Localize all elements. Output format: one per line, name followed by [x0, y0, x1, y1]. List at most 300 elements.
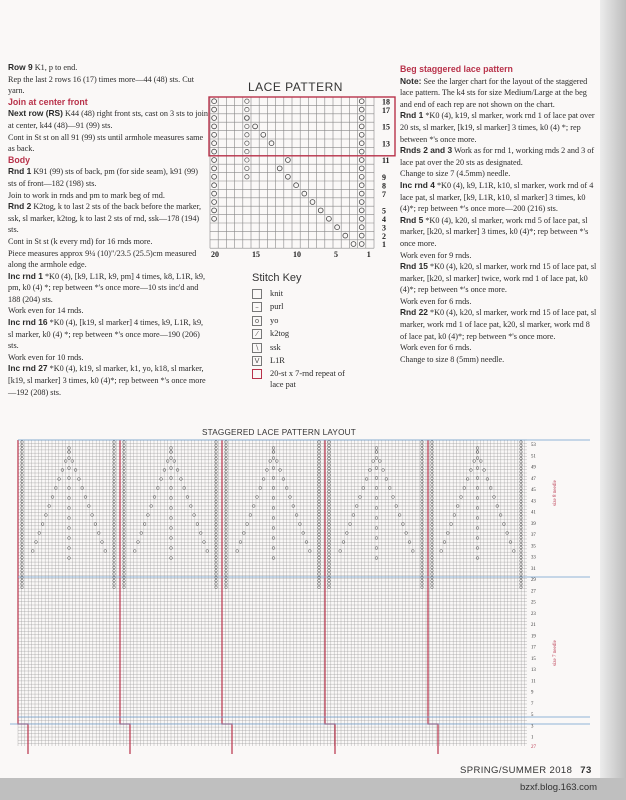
yo-mark — [503, 523, 506, 526]
yo-mark — [520, 451, 523, 454]
yo-mark — [421, 490, 424, 493]
yo-mark — [212, 116, 217, 121]
yo-mark — [143, 523, 146, 526]
yo-mark — [476, 517, 479, 520]
yo-mark — [328, 497, 331, 500]
yo-mark — [123, 550, 126, 553]
yo-mark — [328, 533, 331, 536]
yo-mark — [328, 527, 331, 530]
stitch-key-label: L1R — [270, 355, 285, 365]
yo-mark — [123, 503, 126, 506]
yo-mark — [245, 124, 249, 128]
yo-mark — [302, 532, 305, 535]
instruction-text: Work as for rnd 1, working rnds 2 and 3 of lace pat over the 20 sts as designated. — [400, 146, 595, 167]
yo-mark — [318, 546, 321, 549]
yo-mark — [318, 586, 321, 589]
yo-mark — [225, 480, 228, 483]
yo-mark — [520, 461, 523, 464]
yo-mark — [318, 583, 321, 586]
yo-mark — [225, 477, 228, 480]
yo-mark — [245, 141, 249, 145]
yo-mark — [479, 460, 482, 463]
yo-mark — [302, 191, 307, 196]
yo-mark — [21, 569, 24, 572]
yo-mark — [253, 124, 258, 129]
yo-mark — [318, 457, 321, 460]
yo-mark — [328, 454, 331, 457]
instruction-paragraph — [8, 166, 208, 189]
yo-mark — [520, 540, 523, 543]
repeat-box-icon — [252, 369, 262, 379]
instruction-text: Work even for 6 rnds. — [400, 296, 472, 306]
yo-mark — [272, 507, 275, 510]
yo-mark — [123, 484, 126, 487]
yo-mark — [359, 216, 364, 221]
yo-mark — [225, 461, 228, 464]
yo-mark — [212, 208, 217, 213]
yo-mark — [225, 500, 228, 503]
yo-mark — [328, 500, 331, 503]
yo-mark — [225, 533, 228, 536]
instruction-paragraph — [8, 108, 208, 131]
yo-mark — [421, 503, 424, 506]
yo-mark — [421, 563, 424, 566]
yo-mark — [225, 474, 228, 477]
yo-mark — [318, 444, 321, 447]
yo-mark — [318, 536, 321, 539]
yo-mark — [318, 530, 321, 533]
yo-mark — [279, 469, 282, 472]
yo-mark — [339, 550, 342, 553]
yo-mark — [359, 124, 364, 129]
yo-mark — [225, 484, 228, 487]
yo-mark — [328, 553, 331, 556]
yo-mark — [421, 546, 424, 549]
yo-mark — [318, 560, 321, 563]
yo-mark — [286, 158, 291, 163]
yo-mark — [520, 507, 523, 510]
yo-mark — [225, 540, 228, 543]
yo-mark — [74, 469, 77, 472]
yo-mark — [506, 532, 509, 535]
yo-mark — [272, 557, 275, 560]
yo-mark — [359, 158, 364, 163]
yo-mark — [21, 510, 24, 513]
yo-mark — [421, 457, 424, 460]
yo-mark — [476, 557, 479, 560]
yo-mark — [359, 191, 364, 196]
yo-mark — [411, 550, 414, 553]
instruction-text: K2tog, k to last 2 sts of the back before the marker, ssk, sl marker, k2tog, k to last 2 sts of rnd, ssk—178 (194) sts. — [8, 202, 202, 235]
yo-mark — [123, 457, 126, 460]
yo-mark — [21, 451, 24, 454]
yo-mark — [123, 507, 126, 510]
yo-mark — [225, 556, 228, 559]
yo-mark — [123, 480, 126, 483]
instruction-lead: Rnd 15 — [400, 261, 428, 272]
yo-mark — [421, 510, 424, 513]
stitch-key-label: ssk — [270, 342, 281, 352]
yo-mark — [520, 477, 523, 480]
yo-mark — [123, 569, 126, 572]
yo-mark — [225, 536, 228, 539]
yo-mark — [318, 527, 321, 530]
yo-mark — [225, 550, 228, 553]
yo-mark — [421, 569, 424, 572]
yo-mark — [421, 517, 424, 520]
yo-mark — [335, 225, 340, 230]
yo-mark — [328, 441, 331, 444]
yo-mark — [318, 470, 321, 473]
yo-mark — [225, 447, 228, 450]
yo-mark — [520, 441, 523, 444]
yo-mark — [272, 477, 275, 480]
yo-mark — [359, 174, 364, 179]
yo-mark — [212, 158, 217, 163]
yo-mark — [318, 484, 321, 487]
yo-mark — [359, 116, 364, 121]
yo-mark — [328, 444, 331, 447]
row-label: 11 — [382, 156, 390, 166]
yo-mark — [318, 480, 321, 483]
yo-mark — [225, 579, 228, 582]
section-heading: Join at center front — [8, 96, 88, 107]
yo-mark — [318, 566, 321, 569]
yo-mark — [212, 99, 217, 104]
yo-mark — [359, 233, 364, 238]
yo-mark — [509, 541, 512, 544]
yo-mark — [225, 586, 228, 589]
yo-mark — [328, 540, 331, 543]
instruction-text: Change to size 7 (4.5mm) needle. — [400, 169, 511, 179]
yo-mark — [421, 536, 424, 539]
yo-mark — [262, 478, 265, 481]
yo-mark — [272, 457, 275, 460]
yo-mark — [520, 510, 523, 513]
yo-mark — [212, 107, 217, 112]
instruction-paragraph — [400, 296, 598, 308]
yo-mark — [225, 497, 228, 500]
yo-mark — [318, 533, 321, 536]
yo-mark — [21, 447, 24, 450]
needle-size-label: size 7 needle — [553, 640, 558, 666]
layout-row-label: 49 — [531, 465, 536, 471]
stitch-key-item — [252, 355, 360, 366]
yo-mark — [421, 444, 424, 447]
yo-mark — [318, 523, 321, 526]
yo-mark — [328, 487, 331, 490]
yo-mark — [225, 583, 228, 586]
yo-mark — [123, 517, 126, 520]
yo-mark — [81, 487, 84, 490]
yo-mark — [305, 541, 308, 544]
yo-mark — [328, 573, 331, 576]
layout-row-label: 21 — [531, 623, 536, 629]
yo-mark — [245, 116, 249, 120]
yo-mark — [21, 530, 24, 533]
yo-mark — [421, 484, 424, 487]
yo-mark — [318, 573, 321, 576]
yo-mark — [21, 507, 24, 510]
yo-mark — [328, 503, 331, 506]
yo-mark — [318, 474, 321, 477]
yo-mark — [470, 469, 473, 472]
yo-mark — [123, 494, 126, 497]
yo-mark — [476, 507, 479, 510]
yo-mark — [520, 484, 523, 487]
instruction-lead: Rnds 2 and 3 — [400, 145, 453, 156]
yo-mark — [405, 532, 408, 535]
instruction-text: See the larger chart for the layout of the staggered lace pattern. The k4 sts for size Medium/Large at the beg and end of each rep are not shown on the chart. — [400, 76, 588, 109]
yo-mark — [520, 474, 523, 477]
yo-mark — [520, 586, 523, 589]
yo-mark — [328, 477, 331, 480]
yo-mark — [123, 573, 126, 576]
layout-row-label: 39 — [531, 521, 536, 527]
layout-chart-title: STAGGERED LACE PATTERN LAYOUT — [202, 428, 356, 437]
instruction-lead: Next row (RS) — [8, 108, 63, 119]
yo-mark — [512, 550, 515, 553]
yo-mark — [21, 550, 24, 553]
yo-mark — [421, 441, 424, 444]
yo-mark — [408, 541, 411, 544]
yo-mark — [225, 569, 228, 572]
yo-mark — [225, 490, 228, 493]
yo-mark — [421, 461, 424, 464]
yo-mark — [359, 132, 364, 137]
instruction-text: *K0 (4), k19, sl marker, work rnd 1 of lace pat over 20 sts, sl marker, [k19, sl marker] 3 times, k0 (4) *; rep between *'s once more. — [400, 111, 595, 144]
instruction-paragraph — [400, 145, 598, 168]
yo-mark — [123, 510, 126, 513]
yo-mark — [225, 457, 228, 460]
yo-mark — [318, 569, 321, 572]
yo-mark — [123, 474, 126, 477]
yo-mark — [520, 480, 523, 483]
yo-mark — [375, 451, 378, 454]
yo-mark — [21, 444, 24, 447]
stitch-key-label: purl — [270, 302, 284, 312]
yo-mark — [123, 543, 126, 546]
yo-mark — [225, 573, 228, 576]
row-label: 15 — [382, 122, 390, 132]
yo-mark — [318, 540, 321, 543]
yo-mark — [123, 533, 126, 536]
instruction-paragraph — [400, 307, 598, 342]
instruction-paragraph — [8, 62, 208, 74]
yo-mark — [21, 560, 24, 563]
instruction-paragraph — [400, 250, 598, 262]
yo-mark — [225, 444, 228, 447]
yo-mark — [375, 477, 378, 480]
yo-mark — [328, 480, 331, 483]
yo-mark — [520, 563, 523, 566]
yo-mark — [520, 490, 523, 493]
yo-mark — [375, 447, 378, 450]
yo-mark — [318, 517, 321, 520]
instruction-lead: Inc rnd 16 — [8, 317, 48, 328]
yo-mark — [21, 543, 24, 546]
k2tog-icon: ⁄ — [252, 329, 262, 339]
yo-mark — [328, 579, 331, 582]
lace-chart-title: LACE PATTERN — [248, 80, 343, 94]
yo-mark — [21, 517, 24, 520]
yo-mark — [225, 441, 228, 444]
yo-mark — [421, 474, 424, 477]
row-label: 5 — [382, 206, 386, 216]
instruction-text: K91 (99) sts of back, pm (for side seam), k91 (99) sts of front—182 (198) sts. — [8, 167, 198, 188]
yo-mark — [21, 470, 24, 473]
yo-mark — [123, 487, 126, 490]
yo-mark — [318, 513, 321, 516]
yo-mark — [21, 556, 24, 559]
yo-mark — [421, 586, 424, 589]
needle-size-label: size 8 needle — [553, 480, 558, 506]
yo-mark — [372, 460, 375, 463]
yo-mark — [359, 107, 364, 112]
staggered-layout-chart — [0, 436, 600, 766]
yo-mark — [402, 523, 405, 526]
yo-mark — [328, 457, 331, 460]
yo-mark — [520, 556, 523, 559]
yo-mark — [328, 447, 331, 450]
yo-mark — [123, 560, 126, 563]
yo-mark — [318, 579, 321, 582]
yo-mark — [272, 497, 275, 500]
yo-mark — [54, 487, 57, 490]
yo-mark — [382, 469, 385, 472]
instruction-text: Work even for 6 rnds. — [400, 343, 472, 353]
yo-mark — [245, 133, 249, 137]
yo-mark — [421, 477, 424, 480]
yo-mark — [318, 454, 321, 457]
yo-mark — [520, 467, 523, 470]
stitch-key-item — [252, 315, 360, 326]
yo-mark — [242, 532, 245, 535]
yo-mark — [225, 510, 228, 513]
layout-row-label: 29 — [531, 578, 536, 584]
yo-mark — [21, 467, 24, 470]
yo-mark — [61, 469, 64, 472]
yo-mark — [328, 517, 331, 520]
instruction-paragraph — [8, 132, 208, 155]
row-label: 18 — [382, 97, 390, 107]
yo-mark — [328, 560, 331, 563]
instruction-paragraph — [400, 354, 598, 366]
yo-mark — [318, 550, 321, 553]
yo-mark — [21, 461, 24, 464]
yo-mark — [282, 478, 285, 481]
yo-mark — [466, 478, 469, 481]
column-label: 1 — [366, 250, 371, 260]
yo-mark — [375, 557, 378, 560]
section-heading: Beg staggered lace pattern — [400, 64, 513, 74]
yo-mark — [359, 225, 364, 230]
yo-mark — [520, 503, 523, 506]
layout-row-label: 43 — [531, 499, 536, 505]
instruction-text: *K0 (4), k9, L1R, k10, sl marker, work rnd of 4 lace pat, sl marker, [k9, L1R, k10, sl marker] 3 times, k0 (4)*; rep between *'s once more—200 (216) sts. — [400, 180, 594, 214]
yo-mark — [318, 447, 321, 450]
yo-mark — [212, 174, 217, 179]
yo-mark — [123, 556, 126, 559]
layout-row-label: 3 — [531, 724, 534, 730]
yo-mark — [520, 470, 523, 473]
row-label: 17 — [382, 105, 390, 115]
yo-mark — [123, 553, 126, 556]
yo-mark — [225, 517, 228, 520]
yo-mark — [328, 461, 331, 464]
yo-mark — [21, 464, 24, 467]
yo-mark — [310, 200, 315, 205]
yo-mark — [212, 132, 217, 137]
yo-mark — [476, 457, 479, 460]
instruction-paragraph — [8, 305, 208, 317]
yo-mark — [440, 550, 443, 553]
yo-mark — [476, 447, 479, 450]
yo-mark — [328, 530, 331, 533]
yo-mark — [375, 507, 378, 510]
layout-row-label: 1 — [531, 735, 534, 741]
yo-mark — [58, 478, 61, 481]
yo-mark — [421, 573, 424, 576]
yo-mark — [328, 523, 331, 526]
yo-mark — [359, 166, 364, 171]
yo-mark — [318, 503, 321, 506]
yo-mark — [328, 546, 331, 549]
yo-mark — [123, 477, 126, 480]
yo-mark — [21, 490, 24, 493]
yo-mark — [421, 480, 424, 483]
yo-mark — [123, 527, 126, 530]
yo-mark — [421, 507, 424, 510]
yo-mark — [94, 523, 97, 526]
yo-mark — [318, 490, 321, 493]
yo-mark — [212, 149, 217, 154]
stitch-key-label: 20-st x 7-rnd repeat of lace pat — [270, 369, 345, 390]
yo-mark — [318, 494, 321, 497]
yo-mark — [225, 467, 228, 470]
yo-mark — [266, 469, 269, 472]
yo-mark — [520, 500, 523, 503]
yo-mark — [328, 520, 331, 523]
instruction-text: *K0 (4), k20, sl marker, work rnd 15 of lace pat, sl marker, work rnd 1 of lace pat, k20, sl marker, work rnd 8 of lace pat, k0 (4)*; rep between *'s once more. — [400, 308, 597, 341]
yo-mark — [21, 474, 24, 477]
yo-mark — [328, 490, 331, 493]
layout-row-label: 5 — [531, 713, 534, 719]
layout-row-label: 15 — [531, 656, 536, 662]
instruction-lead: Rnd 5 — [400, 214, 424, 225]
yo-mark — [520, 454, 523, 457]
yo-mark — [328, 467, 331, 470]
yo-mark — [225, 507, 228, 510]
footer-issue: SPRING/SUMMER 2018 — [460, 765, 573, 776]
yo-mark — [520, 513, 523, 516]
instruction-text: Join to work in rnds and pm to mark beg of rnd. — [8, 190, 165, 200]
yo-mark — [343, 233, 348, 238]
layout-row-label: 11 — [531, 679, 536, 685]
instruction-paragraph — [400, 261, 598, 296]
yo-mark — [421, 520, 424, 523]
yo-mark — [225, 560, 228, 563]
stitch-key-item — [252, 342, 360, 353]
yo-mark — [421, 533, 424, 536]
yo-mark — [180, 478, 183, 481]
stitch-key-item — [252, 368, 360, 390]
yo-mark — [225, 546, 228, 549]
yo-mark — [225, 520, 228, 523]
yo-mark — [123, 451, 126, 454]
yo-mark — [272, 487, 275, 490]
ssk-icon: ∖ — [252, 343, 262, 353]
